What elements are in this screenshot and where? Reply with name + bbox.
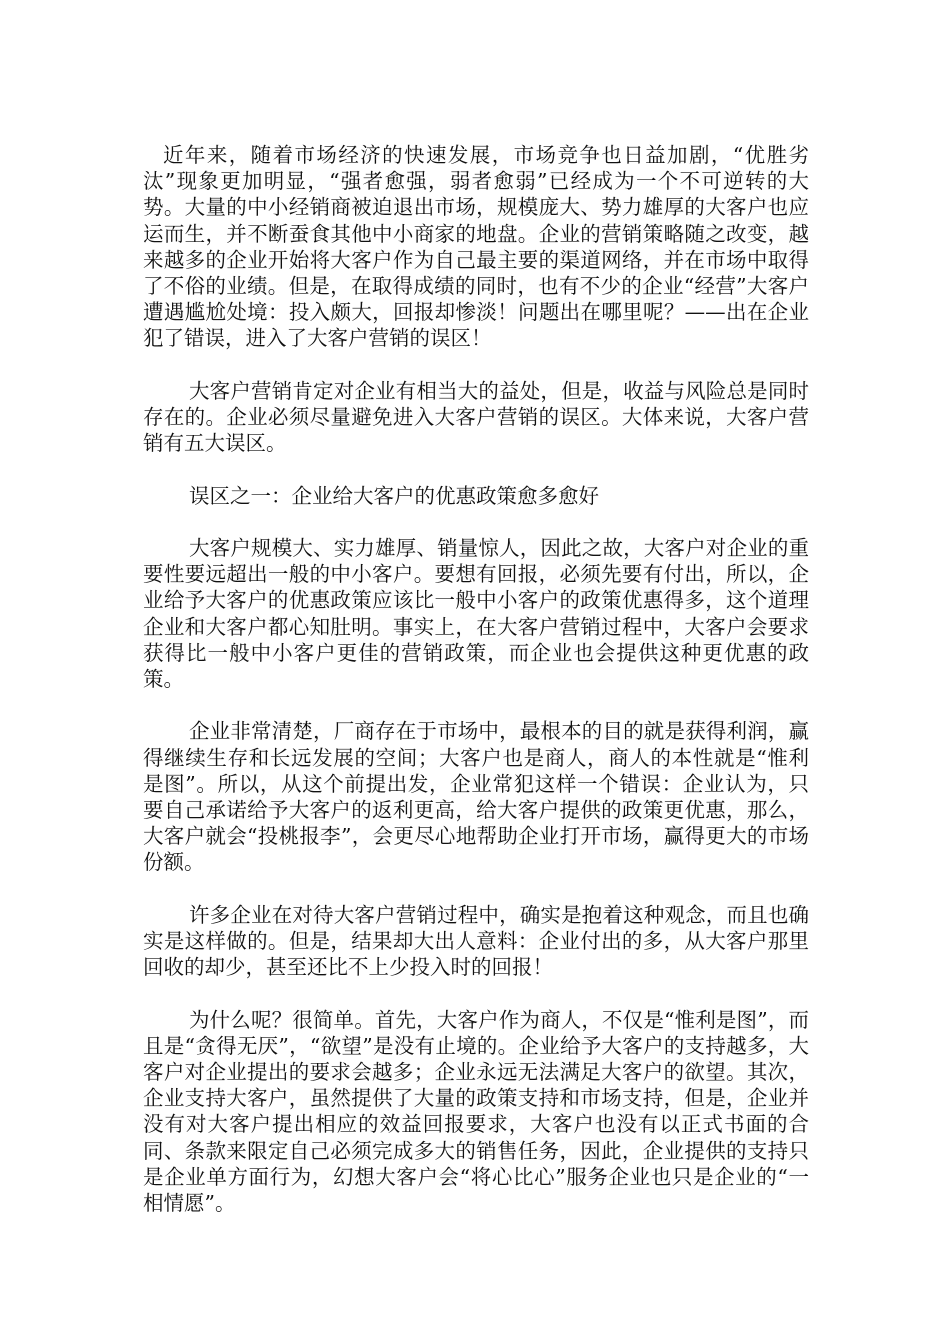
paragraph-body-1: 大客户规模大、实力雄厚、销量惊人，因此之故，大客户对企业的重要性要远超出一般的中小客户。要想有回报，必须先要有付出，所以，企业给予大客户的优惠政策应该比一般中小客户的政策优惠得多，这个道理企业和大客户都心知肚明。事实上，在大客户营销过程中，大客户会要求获得比一般中小客户更佳的营销政策，而企业也会提供这种更优惠的政策。 [143,536,809,692]
document-body [143,142,809,1242]
section-heading-misconception-1: 误区之一：企业给大客户的优惠政策愈多愈好 [189,483,599,508]
paragraph-body-2: 企业非常清楚，厂商存在于市场中，最根本的目的就是获得利润，赢得继续生存和长远发展的空间；大客户也是商人，商人的本性就是“惟利是图”。所以，从这个前提出发，企业常犯这样一个错误：企业认为，只要自己承诺给予大客户的返利更高，给大客户提供的政策更优惠，那么，大客户就会“投桃报李”，会更尽心地帮助企业打开市场，赢得更大的市场份额。 [143,719,809,875]
paragraph-intro: 近年来，随着市场经济的快速发展，市场竞争也日益加剧，“优胜劣汰”现象更加明显，“强者愈强，弱者愈弱”已经成为一个不可逆转的大势。大量的中小经销商被迫退出市场，规模庞大、势力雄厚的大客户也应运而生，并不断蚕食其他中小商家的地盘。企业的营销策略随之改变，越来越多的企业开始将大客户作为自己最主要的渠道网络，并在市场中取得了不俗的业绩。但是，在取得成绩的同时，也有不少的企业“经营”大客户遭遇尴尬处境：投入颇大，回报却惨淡！问题出在哪里呢？——出在企业犯了错误，进入了大客户营销的误区！ [143,143,809,351]
paragraph-body-3: 许多企业在对待大客户营销过程中，确实是抱着这种观念，而且也确实是这样做的。但是，结果却大出人意料：企业付出的多，从大客户那里回收的却少，甚至还比不上少投入时的回报！ [143,902,809,980]
paragraph-overview: 大客户营销肯定对企业有相当大的益处，但是，收益与风险总是同时存在的。企业必须尽量避免进入大客户营销的误区。大体来说，大客户营销有五大误区。 [143,378,809,456]
paragraph-body-4: 为什么呢？很简单。首先，大客户作为商人，不仅是“惟利是图”，而且是“贪得无厌”，“欲望”是没有止境的。企业给予大客户的支持越多，大客户对企业提出的要求会越多；企业永远无法满足大客户的欲望。其次，企业支持大客户，虽然提供了大量的政策支持和市场支持，但是，企业并没有对大客户提出相应的效益回报要求，大客户也没有以正式书面的合同、条款来限定自己必须完成多大的销售任务，因此，企业提供的支持只是企业单方面行为，幻想大客户会“将心比心”服务企业也只是企业的“一相情愿”。 [143,1007,809,1216]
